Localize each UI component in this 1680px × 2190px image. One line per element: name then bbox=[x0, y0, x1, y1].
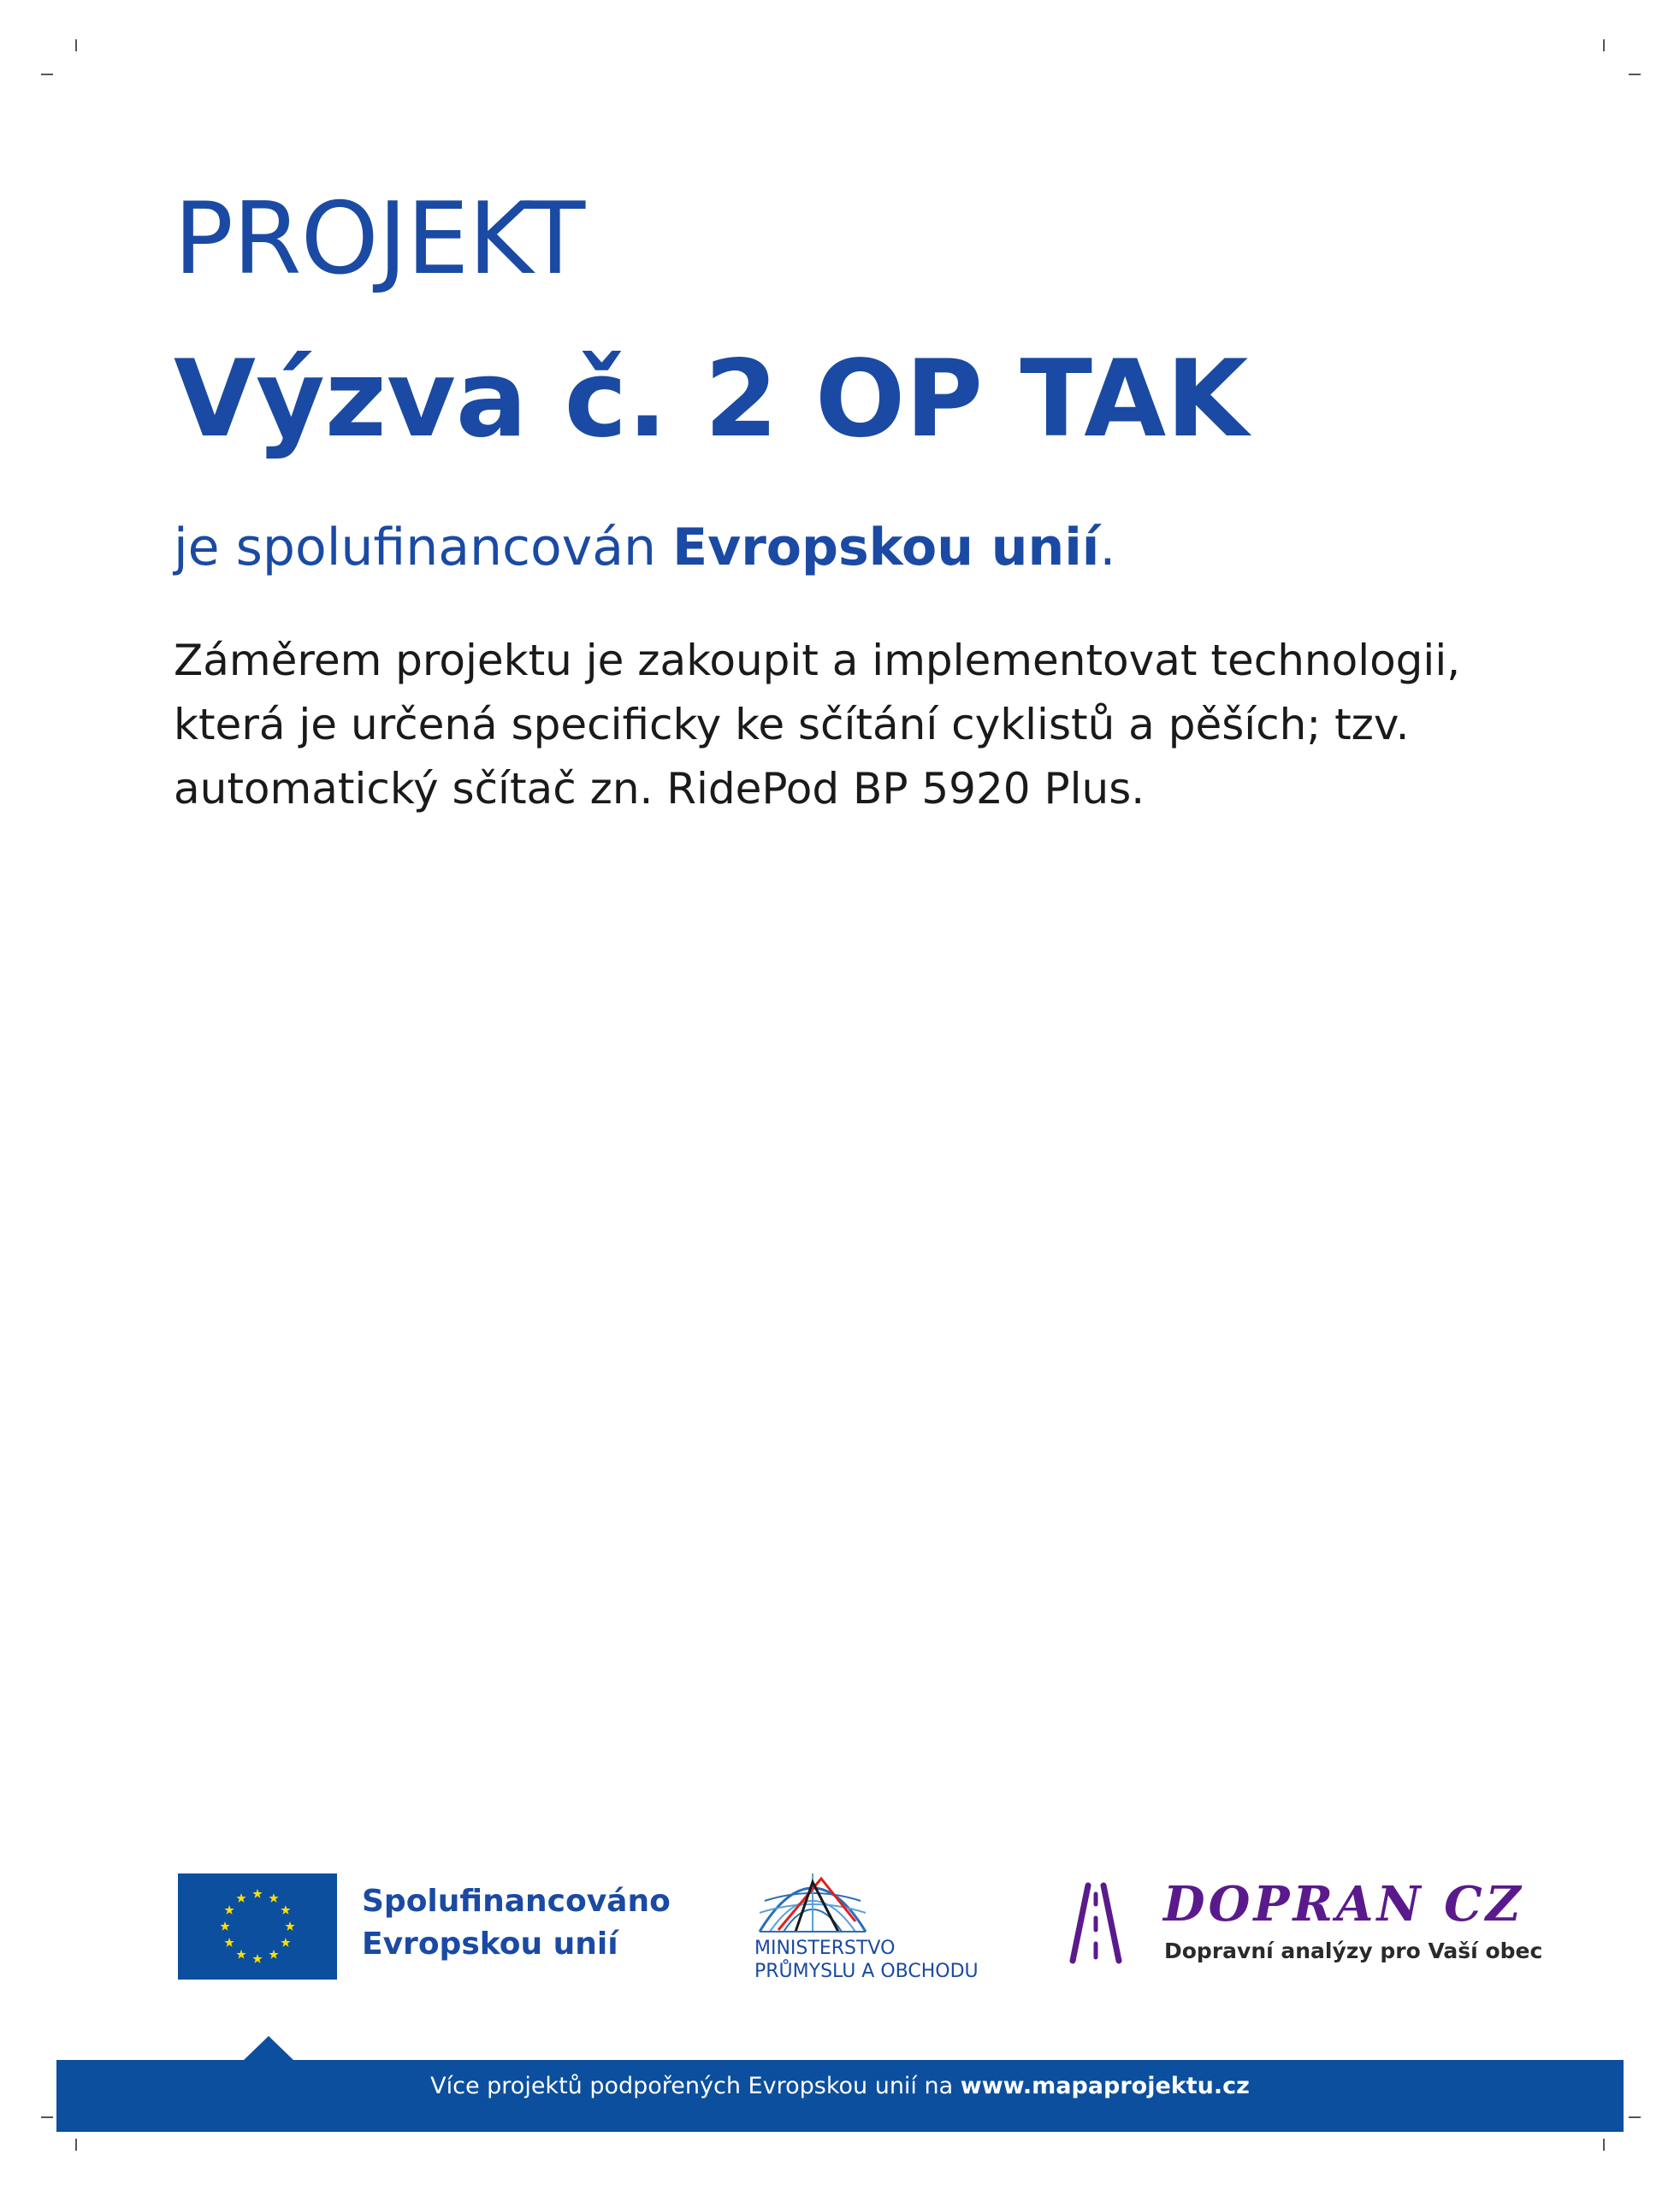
dopran-tagline: Dopravní analýzy pro Vaší obec bbox=[1164, 1938, 1543, 1963]
crop-mark bbox=[75, 2139, 77, 2151]
cofinancing-statement bbox=[174, 518, 1116, 577]
eu-text-line: Spolufinancováno bbox=[362, 1884, 671, 1919]
crop-mark bbox=[41, 2116, 53, 2118]
footer-link[interactable]: www.mapaprojektu.cz bbox=[960, 2073, 1250, 2099]
project-description bbox=[174, 629, 1508, 821]
road-icon bbox=[1069, 1882, 1122, 1964]
footer-text bbox=[0, 2073, 1680, 2099]
project-title: Výzva č. 2 OP TAK bbox=[174, 338, 1249, 461]
crop-mark bbox=[1603, 2139, 1605, 2151]
footer-prefix: Více projektů podpořených Evropskou unií na bbox=[430, 2073, 961, 2099]
project-label: PROJEKT bbox=[174, 181, 585, 297]
description-line: automatický sčítač zn. RidePod BP 5920 Plus. bbox=[174, 764, 1145, 814]
ministry-text bbox=[754, 1937, 979, 1983]
eu-text-line: Evropskou unií bbox=[362, 1927, 618, 1962]
cofinancing-emphasis: Evropskou unií bbox=[672, 518, 1100, 577]
footer-notch bbox=[243, 2036, 294, 2061]
crop-mark bbox=[1629, 2116, 1641, 2118]
ministry-text-line: MINISTERSTVO bbox=[754, 1938, 896, 1959]
crop-mark bbox=[75, 39, 77, 51]
globe-icon bbox=[753, 1870, 873, 1940]
cofinancing-prefix: je spolufinancován bbox=[174, 518, 673, 577]
eu-flag-icon bbox=[178, 1873, 337, 1980]
crop-mark bbox=[1603, 39, 1605, 51]
eu-cofinanced-text bbox=[362, 1880, 671, 1966]
description-line: která je určená specificky ke sčítání cyklistů a pěších; tzv. bbox=[174, 700, 1410, 749]
cofinancing-suffix: . bbox=[1099, 518, 1116, 577]
ministry-text-line: PRŮMYSLU A OBCHODU bbox=[754, 1961, 979, 1982]
crop-mark bbox=[1629, 74, 1641, 75]
crop-mark bbox=[41, 74, 53, 75]
dopran-name: DOPRAN CZ bbox=[1163, 1876, 1524, 1933]
description-line: Záměrem projektu je zakoupit a implementovat technologii, bbox=[174, 636, 1461, 685]
